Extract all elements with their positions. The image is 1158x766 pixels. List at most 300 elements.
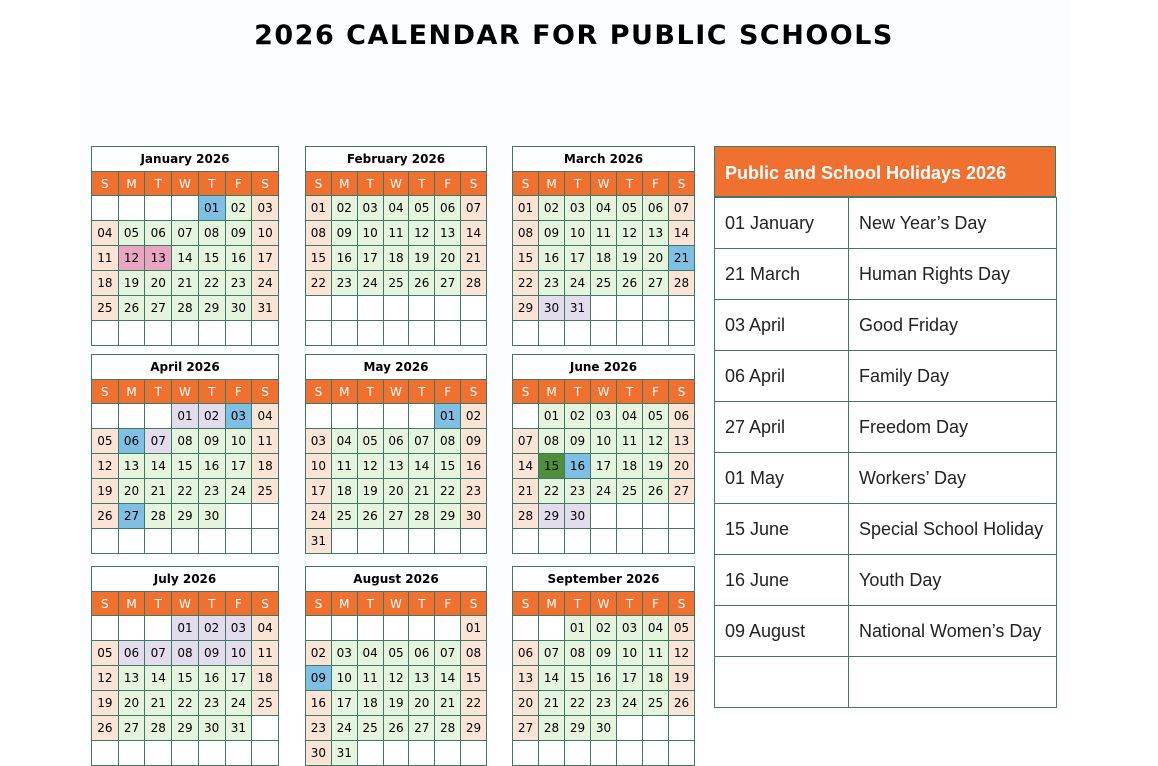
holiday-name: Special School Holiday [849, 504, 1057, 555]
weekday-header: M [118, 380, 145, 404]
weekday-header: W [383, 592, 409, 616]
holiday-row [715, 198, 1057, 249]
day-cell: 16 [198, 454, 225, 479]
empty-cell [435, 741, 461, 766]
empty-cell [198, 321, 225, 346]
empty-cell [669, 504, 695, 529]
day-cell: 09 [565, 429, 591, 454]
holiday-date: 01 January [715, 198, 849, 249]
holiday-row [715, 606, 1057, 657]
month-calendar [91, 146, 279, 346]
day-cell: 11 [252, 641, 279, 666]
month-title: April 2026 [91, 354, 279, 379]
empty-cell [409, 616, 435, 641]
day-cell: 14 [461, 221, 487, 246]
day-cell: 16 [225, 246, 252, 271]
day-cell: 30 [225, 296, 252, 321]
empty-cell [617, 529, 643, 554]
weekday-header: S [252, 380, 279, 404]
day-cell: 19 [383, 691, 409, 716]
empty-cell [409, 296, 435, 321]
holiday-row [715, 402, 1057, 453]
month-title: August 2026 [305, 566, 487, 591]
day-cell: 25 [591, 271, 617, 296]
weekday-header: W [591, 172, 617, 196]
weekday-header: M [331, 380, 357, 404]
day-cell: 20 [669, 454, 695, 479]
day-cell: 18 [643, 666, 669, 691]
day-cell: 01 [539, 404, 565, 429]
day-cell: 17 [306, 479, 332, 504]
day-cell: 04 [643, 616, 669, 641]
empty-cell [669, 321, 695, 346]
day-cell: 15 [435, 454, 461, 479]
weekday-header: S [92, 592, 119, 616]
empty-cell [145, 529, 172, 554]
day-cell: 03 [306, 429, 332, 454]
day-cell: 17 [617, 666, 643, 691]
weekday-header: T [145, 380, 172, 404]
day-cell: 24 [225, 691, 252, 716]
day-cell: 23 [565, 479, 591, 504]
day-cell: 03 [565, 196, 591, 221]
empty-cell [225, 321, 252, 346]
holiday-date: 27 April [715, 402, 849, 453]
day-cell: 05 [409, 196, 435, 221]
day-cell: 07 [172, 221, 199, 246]
day-cell: 29 [539, 504, 565, 529]
empty-cell [357, 741, 383, 766]
weekday-header: T [145, 592, 172, 616]
day-cell: 21 [435, 691, 461, 716]
day-cell: 23 [331, 271, 357, 296]
day-cell: 28 [669, 271, 695, 296]
day-cell: 08 [306, 221, 332, 246]
empty-cell [198, 529, 225, 554]
holiday-date: 16 June [715, 555, 849, 606]
day-cell: 20 [118, 691, 145, 716]
empty-cell [513, 321, 539, 346]
holiday-name [849, 657, 1057, 708]
weekday-header: T [198, 172, 225, 196]
day-cell: 26 [617, 271, 643, 296]
day-cell: 13 [145, 246, 172, 271]
day-cell: 30 [198, 504, 225, 529]
empty-cell [513, 741, 539, 766]
day-cell: 29 [513, 296, 539, 321]
day-cell: 04 [331, 429, 357, 454]
empty-cell [172, 529, 199, 554]
day-cell: 14 [513, 454, 539, 479]
day-cell: 23 [198, 479, 225, 504]
day-cell: 08 [513, 221, 539, 246]
empty-cell [331, 616, 357, 641]
day-cell: 04 [357, 641, 383, 666]
day-cell: 02 [198, 616, 225, 641]
day-cell: 15 [461, 666, 487, 691]
weekday-header: F [435, 380, 461, 404]
day-cell: 13 [118, 454, 145, 479]
weekday-header: S [252, 592, 279, 616]
day-cell: 21 [145, 691, 172, 716]
day-cell: 20 [435, 246, 461, 271]
day-cell: 07 [145, 641, 172, 666]
day-cell: 30 [306, 741, 332, 766]
day-cell: 29 [435, 504, 461, 529]
holiday-name: Good Friday [849, 300, 1057, 351]
empty-cell [461, 321, 487, 346]
empty-cell [513, 404, 539, 429]
day-cell: 27 [435, 271, 461, 296]
day-cell: 10 [225, 429, 252, 454]
holiday-row [715, 657, 1057, 708]
weekday-header: M [331, 172, 357, 196]
day-cell: 12 [118, 246, 145, 271]
month-calendar [305, 146, 487, 346]
weekday-header: M [539, 380, 565, 404]
day-cell: 22 [435, 479, 461, 504]
day-cell: 06 [118, 641, 145, 666]
day-cell: 10 [306, 454, 332, 479]
month-title: June 2026 [512, 354, 695, 379]
day-cell: 29 [172, 504, 199, 529]
empty-cell [409, 404, 435, 429]
day-cell: 23 [591, 691, 617, 716]
empty-cell [565, 741, 591, 766]
day-cell: 25 [643, 691, 669, 716]
day-cell: 25 [92, 296, 119, 321]
empty-cell [92, 196, 119, 221]
weekday-header: S [306, 592, 332, 616]
holiday-row [715, 504, 1057, 555]
weekday-header: W [383, 380, 409, 404]
day-cell: 04 [617, 404, 643, 429]
day-cell: 09 [198, 429, 225, 454]
day-cell: 09 [461, 429, 487, 454]
weekday-header: F [225, 380, 252, 404]
day-cell: 31 [565, 296, 591, 321]
day-cell: 20 [118, 479, 145, 504]
weekday-header: S [461, 380, 487, 404]
day-cell: 11 [331, 454, 357, 479]
weekday-header: T [198, 380, 225, 404]
day-cell: 29 [565, 716, 591, 741]
day-cell: 24 [331, 716, 357, 741]
day-cell: 17 [252, 246, 279, 271]
empty-cell [252, 504, 279, 529]
day-cell: 06 [145, 221, 172, 246]
day-cell: 01 [172, 616, 199, 641]
empty-cell [461, 529, 487, 554]
weekday-header: W [172, 172, 199, 196]
day-cell: 19 [92, 479, 119, 504]
day-cell: 03 [591, 404, 617, 429]
day-cell: 26 [357, 504, 383, 529]
holiday-name: Workers’ Day [849, 453, 1057, 504]
day-cell: 04 [591, 196, 617, 221]
day-cell: 14 [539, 666, 565, 691]
day-cell: 21 [539, 691, 565, 716]
month-grid [305, 591, 487, 766]
day-cell: 13 [118, 666, 145, 691]
empty-cell [172, 741, 199, 766]
weekday-header: F [225, 172, 252, 196]
weekday-header: S [92, 380, 119, 404]
day-cell: 19 [643, 454, 669, 479]
empty-cell [435, 296, 461, 321]
weekday-header: S [669, 172, 695, 196]
weekday-header: W [591, 592, 617, 616]
day-cell: 14 [409, 454, 435, 479]
day-cell: 17 [591, 454, 617, 479]
holiday-date: 06 April [715, 351, 849, 402]
day-cell: 09 [198, 641, 225, 666]
month-title: July 2026 [91, 566, 279, 591]
empty-cell [591, 741, 617, 766]
weekday-header: S [513, 592, 539, 616]
day-cell: 05 [643, 404, 669, 429]
day-cell: 29 [172, 716, 199, 741]
day-cell: 25 [383, 271, 409, 296]
empty-cell [331, 404, 357, 429]
day-cell: 05 [669, 616, 695, 641]
day-cell: 13 [643, 221, 669, 246]
empty-cell [172, 196, 199, 221]
day-cell: 28 [539, 716, 565, 741]
day-cell: 26 [409, 271, 435, 296]
holiday-date: 01 May [715, 453, 849, 504]
day-cell: 03 [252, 196, 279, 221]
day-cell: 01 [461, 616, 487, 641]
empty-cell [383, 296, 409, 321]
empty-cell [252, 529, 279, 554]
day-cell: 10 [252, 221, 279, 246]
day-cell: 25 [357, 716, 383, 741]
empty-cell [118, 196, 145, 221]
day-cell: 20 [643, 246, 669, 271]
weekday-header: S [513, 172, 539, 196]
day-cell: 02 [331, 196, 357, 221]
empty-cell [383, 741, 409, 766]
empty-cell [591, 504, 617, 529]
empty-cell [118, 741, 145, 766]
day-cell: 31 [225, 716, 252, 741]
weekday-header: S [669, 592, 695, 616]
day-cell: 12 [669, 641, 695, 666]
day-cell: 15 [172, 454, 199, 479]
day-cell: 24 [565, 271, 591, 296]
month-grid [512, 591, 695, 766]
day-cell: 03 [331, 641, 357, 666]
day-cell: 31 [306, 529, 332, 554]
day-cell: 08 [565, 641, 591, 666]
day-cell: 15 [513, 246, 539, 271]
day-cell: 12 [643, 429, 669, 454]
day-cell: 10 [617, 641, 643, 666]
day-cell: 19 [617, 246, 643, 271]
empty-cell [669, 529, 695, 554]
empty-cell [118, 321, 145, 346]
day-cell: 09 [306, 666, 332, 691]
empty-cell [643, 504, 669, 529]
weekday-header: T [357, 380, 383, 404]
empty-cell [118, 404, 145, 429]
day-cell: 23 [461, 479, 487, 504]
day-cell: 05 [357, 429, 383, 454]
day-cell: 23 [225, 271, 252, 296]
day-cell: 19 [669, 666, 695, 691]
day-cell: 16 [461, 454, 487, 479]
weekday-header: S [461, 592, 487, 616]
day-cell: 18 [92, 271, 119, 296]
day-cell: 31 [252, 296, 279, 321]
empty-cell [669, 716, 695, 741]
empty-cell [539, 529, 565, 554]
day-cell: 10 [225, 641, 252, 666]
day-cell: 26 [383, 716, 409, 741]
day-cell: 12 [357, 454, 383, 479]
holiday-name: Family Day [849, 351, 1057, 402]
day-cell: 23 [306, 716, 332, 741]
empty-cell [92, 404, 119, 429]
day-cell: 13 [435, 221, 461, 246]
empty-cell [617, 321, 643, 346]
day-cell: 17 [357, 246, 383, 271]
weekday-header: W [172, 380, 199, 404]
empty-cell [306, 404, 332, 429]
day-cell: 19 [118, 271, 145, 296]
day-cell: 08 [539, 429, 565, 454]
day-cell: 22 [172, 691, 199, 716]
day-cell: 06 [669, 404, 695, 429]
empty-cell [172, 321, 199, 346]
holiday-date [715, 657, 849, 708]
weekday-header: F [643, 380, 669, 404]
day-cell: 28 [409, 504, 435, 529]
day-cell: 14 [669, 221, 695, 246]
month-calendar [305, 566, 487, 766]
day-cell: 12 [383, 666, 409, 691]
empty-cell [118, 529, 145, 554]
day-cell: 03 [225, 404, 252, 429]
weekday-header: T [357, 172, 383, 196]
day-cell: 13 [513, 666, 539, 691]
month-title: February 2026 [305, 146, 487, 171]
day-cell: 01 [513, 196, 539, 221]
month-grid [305, 379, 487, 554]
empty-cell [331, 529, 357, 554]
empty-cell [331, 296, 357, 321]
day-cell: 01 [306, 196, 332, 221]
page-title: 2026 CALENDAR FOR PUBLIC SCHOOLS [254, 20, 894, 51]
day-cell: 06 [409, 641, 435, 666]
empty-cell [617, 741, 643, 766]
day-cell: 02 [461, 404, 487, 429]
day-cell: 19 [409, 246, 435, 271]
day-cell: 14 [145, 666, 172, 691]
empty-cell [225, 529, 252, 554]
empty-cell [409, 529, 435, 554]
empty-cell [643, 741, 669, 766]
weekday-header: F [225, 592, 252, 616]
day-cell: 04 [252, 404, 279, 429]
day-cell: 18 [331, 479, 357, 504]
day-cell: 11 [617, 429, 643, 454]
day-cell: 23 [198, 691, 225, 716]
day-cell: 03 [225, 616, 252, 641]
day-cell: 16 [306, 691, 332, 716]
month-title: January 2026 [91, 146, 279, 171]
weekday-header: F [435, 592, 461, 616]
day-cell: 26 [92, 504, 119, 529]
day-cell: 03 [617, 616, 643, 641]
weekday-header: S [252, 172, 279, 196]
empty-cell [643, 296, 669, 321]
holiday-date: 15 June [715, 504, 849, 555]
day-cell: 07 [145, 429, 172, 454]
day-cell: 24 [591, 479, 617, 504]
empty-cell [643, 529, 669, 554]
day-cell: 02 [198, 404, 225, 429]
day-cell: 06 [118, 429, 145, 454]
day-cell: 22 [565, 691, 591, 716]
holiday-name: New Year’s Day [849, 198, 1057, 249]
day-cell: 28 [435, 716, 461, 741]
day-cell: 16 [539, 246, 565, 271]
day-cell: 05 [92, 429, 119, 454]
month-calendar [91, 354, 279, 554]
day-cell: 26 [92, 716, 119, 741]
day-cell: 28 [172, 296, 199, 321]
day-cell: 26 [669, 691, 695, 716]
day-cell: 18 [591, 246, 617, 271]
day-cell: 08 [172, 429, 199, 454]
empty-cell [225, 741, 252, 766]
empty-cell [383, 616, 409, 641]
weekday-header: T [565, 380, 591, 404]
day-cell: 18 [252, 454, 279, 479]
month-calendar [91, 566, 279, 766]
day-cell: 12 [92, 454, 119, 479]
day-cell: 08 [461, 641, 487, 666]
weekday-header: S [92, 172, 119, 196]
holidays-heading: Public and School Holidays 2026 [714, 146, 1056, 197]
empty-cell [461, 741, 487, 766]
weekday-header: T [409, 380, 435, 404]
day-cell: 11 [591, 221, 617, 246]
weekday-header: F [643, 172, 669, 196]
empty-cell [145, 321, 172, 346]
day-cell: 22 [198, 271, 225, 296]
day-cell: 11 [357, 666, 383, 691]
day-cell: 13 [409, 666, 435, 691]
day-cell: 30 [565, 504, 591, 529]
holiday-date: 03 April [715, 300, 849, 351]
empty-cell [145, 196, 172, 221]
empty-cell [565, 529, 591, 554]
weekday-header: T [617, 592, 643, 616]
weekday-header: S [513, 380, 539, 404]
day-cell: 15 [198, 246, 225, 271]
day-cell: 10 [357, 221, 383, 246]
month-grid [512, 379, 695, 554]
empty-cell [617, 296, 643, 321]
day-cell: 17 [565, 246, 591, 271]
weekday-header: F [643, 592, 669, 616]
empty-cell [331, 321, 357, 346]
empty-cell [145, 741, 172, 766]
day-cell: 08 [172, 641, 199, 666]
